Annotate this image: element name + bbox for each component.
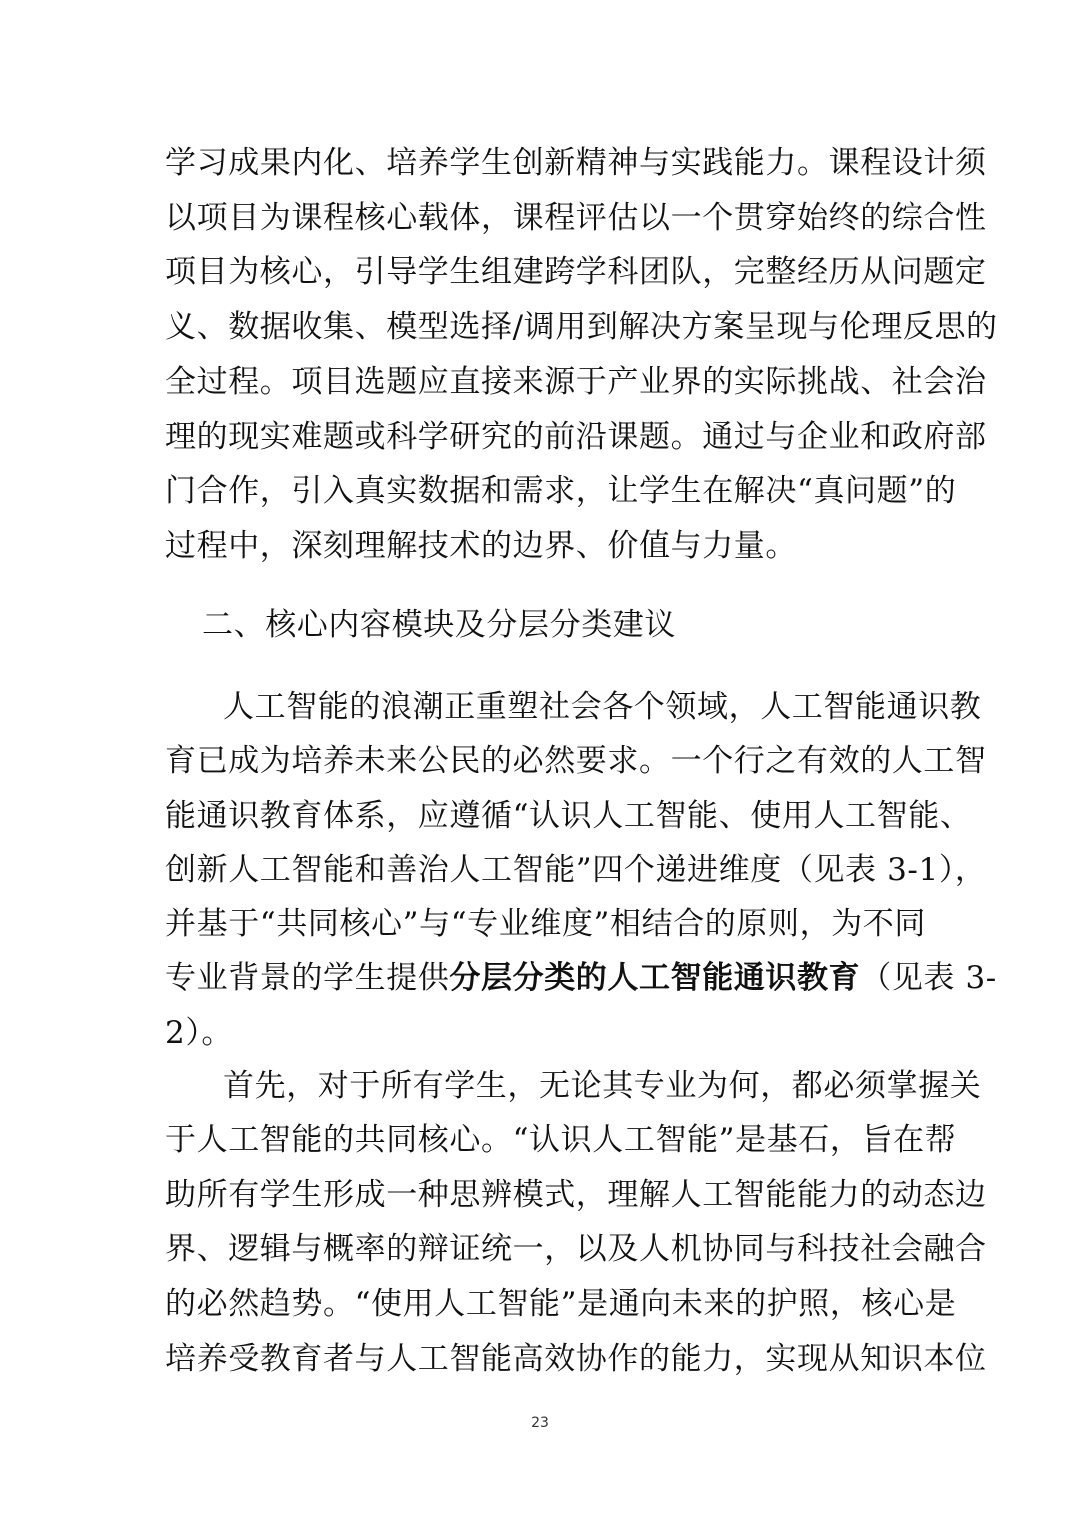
paragraph-1-line-2: 以项目为课程核心载体，课程评估以一个贯穿始终的综合性	[165, 200, 987, 236]
paragraph-3-line-3: 助所有学生形成一种思辨模式，理解人工智能能力的动态边	[165, 1177, 987, 1213]
emphasis-layered-ai-education: 分层分类的人工智能通识教育	[449, 960, 861, 996]
paragraph-2-line-7: 2）。	[165, 1015, 234, 1051]
paragraph-2-line-6-suffix: （见表 3-	[860, 960, 997, 996]
paragraph-2-line-6-prefix: 专业背景的学生提供	[165, 960, 450, 996]
paragraph-1-line-5: 全过程。项目选题应直接来源于产业界的实际挑战、社会治	[165, 364, 987, 400]
paragraph-1-line-6: 理的现实难题或科学研究的前沿课题。通过与企业和政府部	[165, 419, 987, 455]
page-number: 23	[531, 1415, 549, 1431]
paragraph-1-line-1: 学习成果内化、培养学生创新精神与实践能力。课程设计须	[165, 145, 987, 181]
paragraph-2-line-6	[165, 958, 997, 998]
paragraph-1-line-3: 项目为核心，引导学生组建跨学科团队，完整经历从问题定	[165, 254, 987, 290]
paragraph-3-line-4: 界、逻辑与概率的辩证统一，以及人机协同与科技社会融合	[165, 1231, 987, 1267]
paragraph-1-line-4: 义、数据收集、模型选择/调用到解决方案呈现与伦理反思的	[165, 309, 998, 345]
paragraph-3-line-1: 首先，对于所有学生，无论其专业为何，都必须掌握关	[223, 1068, 982, 1104]
paragraph-3-line-5: 的必然趋势。“使用人工智能”是通向未来的护照，核心是	[165, 1286, 957, 1322]
paragraph-1-line-8: 过程中，深刻理解技术的边界、价值与力量。	[165, 528, 797, 564]
paragraph-2-line-4: 创新人工智能和善治人工智能”四个递进维度（见表 3-1），	[165, 852, 987, 888]
paragraph-2-line-1: 人工智能的浪潮正重塑社会各个领域，人工智能通识教	[223, 689, 982, 725]
paragraph-2-line-2: 育已成为培养未来公民的必然要求。一个行之有效的人工智	[165, 743, 987, 779]
paragraph-3-line-6: 培养受教育者与人工智能高效协作的能力，实现从知识本位	[165, 1341, 987, 1377]
paragraph-2-line-5: 并基于“共同核心”与“专业维度”相结合的原则，为不同	[165, 906, 926, 942]
section-heading: 二、核心内容模块及分层分类建议	[202, 607, 676, 643]
paragraph-2-line-3: 能通识教育体系，应遵循“认识人工智能、使用人工智能、	[165, 798, 972, 834]
paragraph-3-line-2: 于人工智能的共同核心。“认识人工智能”是基石，旨在帮	[165, 1122, 957, 1158]
paragraph-1-line-7: 门合作，引入真实数据和需求，让学生在解决“真问题”的	[165, 473, 957, 509]
